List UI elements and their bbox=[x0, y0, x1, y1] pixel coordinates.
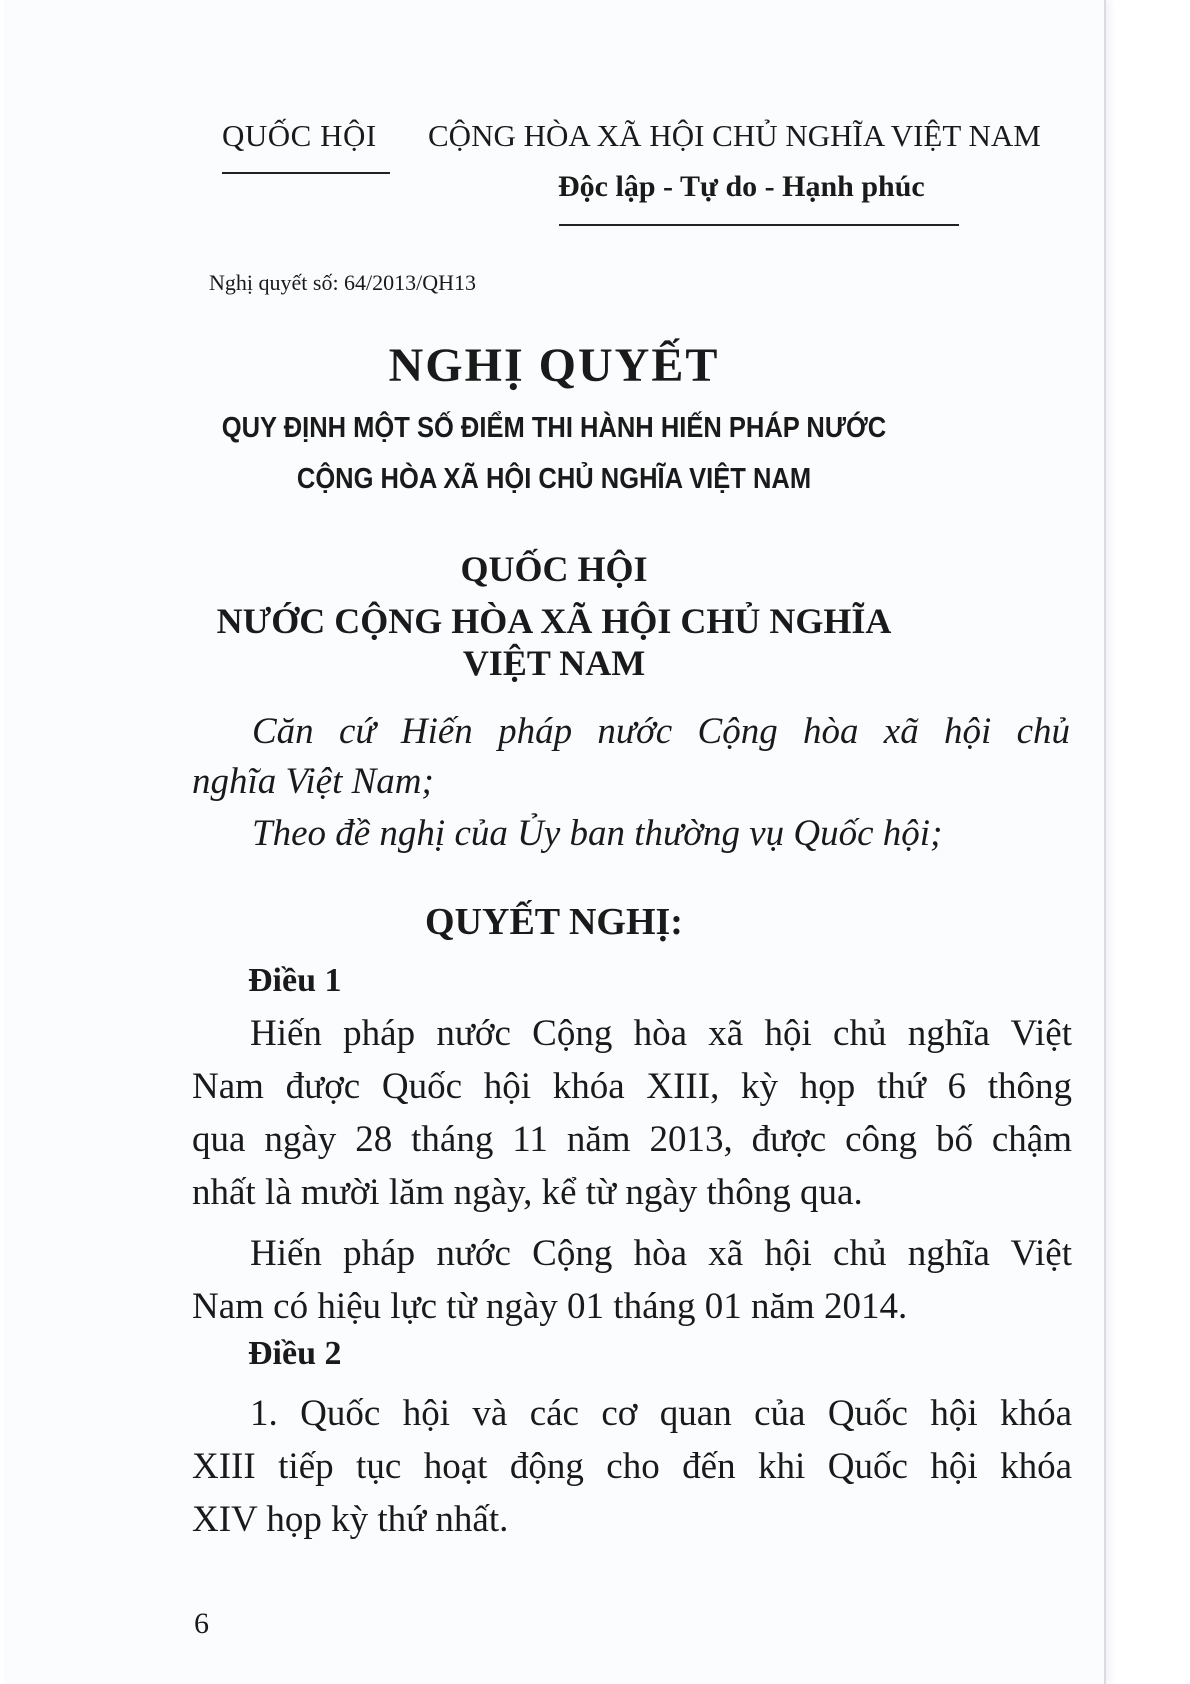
national-title: CỘNG HÒA XÃ HỘI CHỦ NGHĨA VIỆT NAM bbox=[428, 118, 1041, 153]
article-text-line: Hiến pháp nước Cộng hòa xã hội chủ nghĩa Việt bbox=[250, 1013, 1072, 1054]
document-title: NGHỊ QUYẾT bbox=[388, 339, 720, 392]
organization-underline bbox=[222, 172, 390, 174]
article-heading: Điều 1 bbox=[248, 962, 342, 999]
document-subtitle-line: QUY ĐỊNH MỘT SỐ ĐIỂM THI HÀNH HIẾN PHÁP NƯỚC bbox=[221, 412, 887, 444]
article-text-line: nhất là mười lăm ngày, kể từ ngày thông qua. bbox=[192, 1172, 863, 1213]
document-page bbox=[4, 0, 1104, 1684]
article-heading: Điều 2 bbox=[248, 1335, 342, 1372]
document-subtitle-line: CỘNG HÒA XÃ HỘI CHỦ NGHĨA VIỆT NAM bbox=[296, 463, 812, 495]
article-text-line: XIV họp kỳ thứ nhất. bbox=[192, 1499, 509, 1540]
article-text-line: qua ngày 28 tháng 11 năm 2013, được công bố chậm bbox=[192, 1119, 1072, 1160]
legal-basis-line: nghĩa Việt Nam; bbox=[192, 761, 434, 802]
page-number: 6 bbox=[194, 1607, 209, 1640]
issuing-organization: QUỐC HỘI bbox=[222, 118, 377, 153]
authority-line: VIỆT NAM bbox=[462, 643, 646, 683]
legal-basis-line: Theo đề nghị của Ủy ban thường vụ Quốc hội; bbox=[252, 813, 943, 854]
article-text-line: XIII tiếp tục hoạt động cho đến khi Quốc hội khóa bbox=[192, 1446, 1072, 1487]
decision-heading: QUYẾT NGHỊ: bbox=[425, 901, 683, 943]
authority-line: QUỐC HỘI bbox=[460, 549, 648, 589]
motto-underline bbox=[559, 224, 959, 226]
authority-line: NƯỚC CỘNG HÒA XÃ HỘI CHỦ NGHĨA bbox=[216, 601, 892, 641]
national-motto: Độc lập - Tự do - Hạnh phúc bbox=[558, 170, 925, 203]
article-text-line: Nam có hiệu lực từ ngày 01 tháng 01 năm 2014. bbox=[192, 1286, 908, 1327]
article-text-line: Nam được Quốc hội khóa XIII, kỳ họp thứ 6 thông bbox=[192, 1066, 1072, 1107]
document-number: Nghị quyết số: 64/2013/QH13 bbox=[209, 270, 477, 295]
article-text-line: Hiến pháp nước Cộng hòa xã hội chủ nghĩa Việt bbox=[250, 1233, 1072, 1274]
article-text-line: 1. Quốc hội và các cơ quan của Quốc hội khóa bbox=[250, 1393, 1072, 1434]
legal-basis-line: Căn cứ Hiến pháp nước Cộng hòa xã hội chủ bbox=[252, 711, 1070, 752]
